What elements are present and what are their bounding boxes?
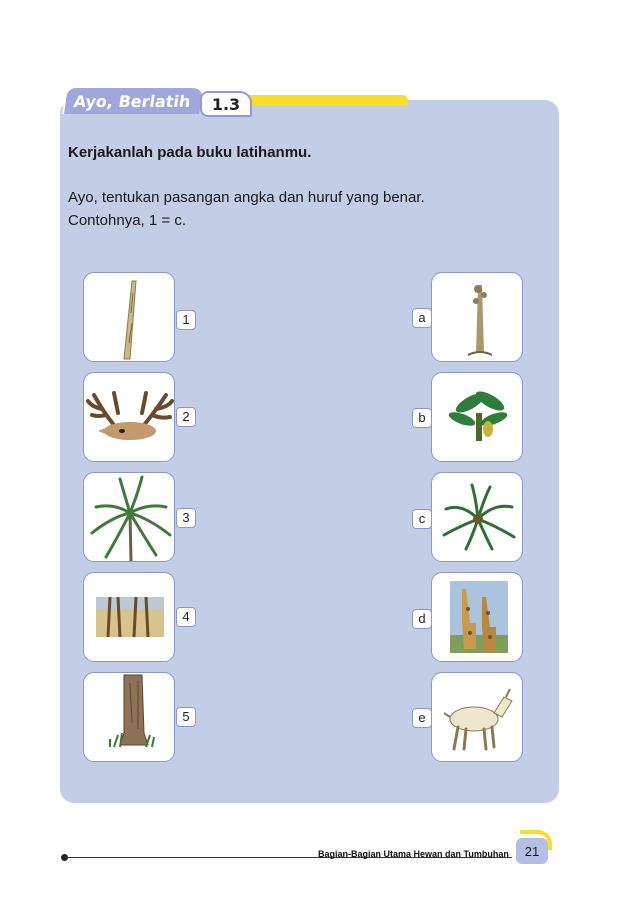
card-c [431, 472, 523, 562]
palm-crown-image [432, 473, 523, 562]
tree-trunk-image [84, 273, 175, 362]
deer-antlers-image [84, 373, 175, 462]
card-1 [83, 272, 175, 362]
task-description: Ayo, tentukan pasangan angka dan huruf yang benar. [68, 189, 425, 206]
goat-image [432, 673, 523, 762]
card-5 [83, 672, 175, 762]
card-d [431, 572, 523, 662]
label-4: 4 [176, 607, 196, 627]
card-2 [83, 372, 175, 462]
header-accent-strip [240, 95, 408, 105]
page-number: 21 [516, 838, 548, 864]
label-e: e [412, 708, 432, 728]
giraffe-legs-image [84, 573, 175, 662]
card-b [431, 372, 523, 462]
coconut-palm-image [84, 473, 175, 562]
exercise-tab-number: 1.3 [200, 91, 252, 117]
tree-base-image [84, 673, 175, 762]
exercise-tab-title: Ayo, Berlatih [62, 86, 203, 114]
card-3 [83, 472, 175, 562]
label-b: b [412, 408, 432, 428]
label-c: c [412, 509, 432, 529]
instruction-text: Kerjakanlah pada buku latihanmu. [68, 144, 312, 161]
label-d: d [412, 609, 432, 629]
task-example: Contohnya, 1 = c. [68, 212, 186, 229]
chapter-title: Bagian-Bagian Utama Hewan dan Tumbuhan [318, 849, 509, 859]
label-3: 3 [176, 508, 196, 528]
label-1: 1 [176, 310, 196, 330]
banana-plant-image [432, 373, 523, 462]
giraffes-image [432, 573, 523, 662]
card-4 [83, 572, 175, 662]
card-a [431, 272, 523, 362]
label-5: 5 [176, 707, 196, 727]
label-a: a [412, 308, 432, 328]
label-2: 2 [176, 407, 196, 427]
card-e [431, 672, 523, 762]
tall-tree-image [432, 273, 523, 362]
